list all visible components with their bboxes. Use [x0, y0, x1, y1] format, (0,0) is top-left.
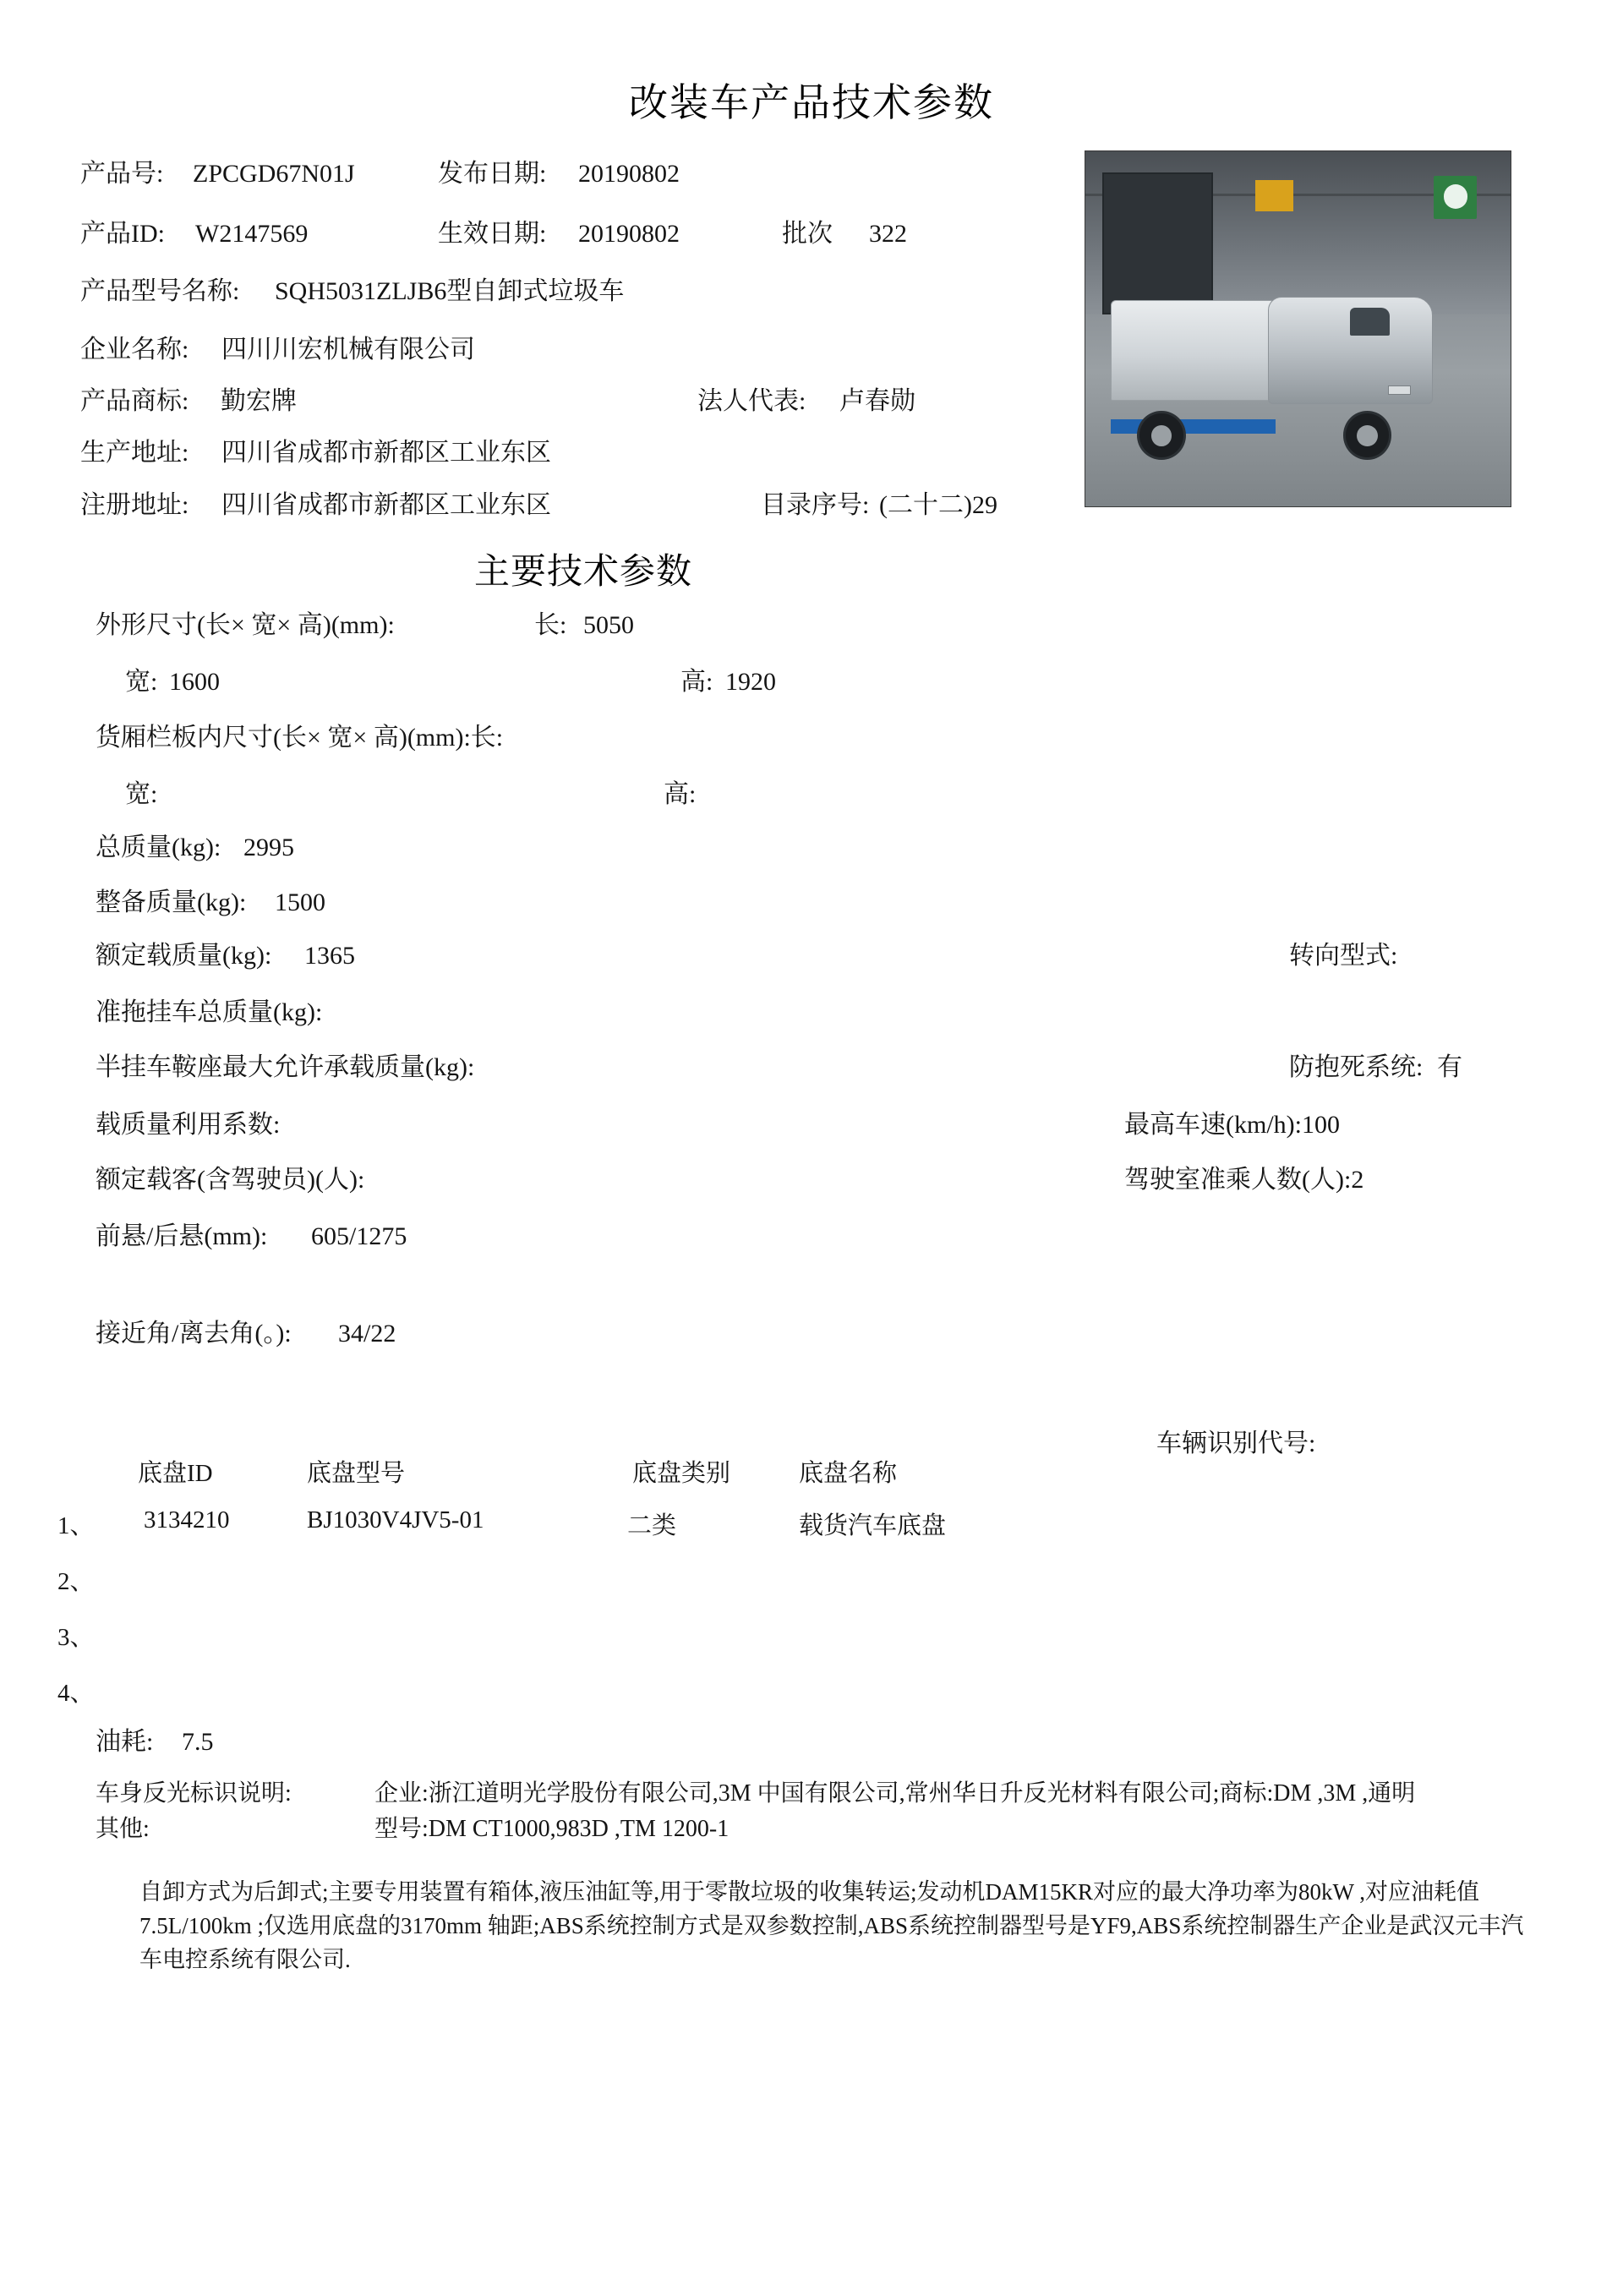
approach-departure-angle-label: 接近角/离去角(。):: [96, 1320, 292, 1348]
table-row-index-4: 4、: [57, 1680, 95, 1707]
other-notes-text: 自卸方式为后卸式;主要专用装置有箱体,液压油缸等,用于零散垃圾的收集转运;发动机DAM15KR对应的最大净功率为80kW ,对应油耗值7.5L/100km ;仅选用底盘的3170mm 轴距;ABS系统控制方式是双参数控制,ABS系统控制器型号是YF9,ABS系统控制器生产企业是武汉元丰汽车电控系统有限公司.: [139, 1879, 1524, 1972]
product-no-value: ZPCGD67N01J: [193, 160, 355, 188]
saddle-mass-label: 半挂车鞍座最大允许承载质量(kg):: [96, 1053, 475, 1081]
rated-load-label: 额定载质量(kg):: [96, 942, 272, 970]
other-label: 其他:: [96, 1816, 150, 1842]
chassis-col-header-model: 底盘型号: [307, 1460, 406, 1487]
photo-yellow-sign: [1255, 180, 1293, 212]
product-id-value: W2147569: [195, 220, 309, 248]
truck-rear-wheel: [1137, 411, 1186, 460]
table-row-model-1: BJ1030V4JV5-01: [307, 1506, 484, 1533]
vehicle-photo: [1085, 150, 1511, 507]
registered-address-label: 注册地址:: [80, 491, 189, 519]
reflective-line-1: 企业:浙江道明光学股份有限公司,3M 中国有限公司,常州华日升反光材料有限公司;商标:DM ,3M ,通明: [374, 1780, 1416, 1807]
table-row-name-1: 载货汽车底盘: [799, 1512, 947, 1539]
section-title: 主要技术参数: [473, 553, 692, 592]
steering-type-label: 转向型式:: [1289, 942, 1398, 970]
company-label: 企业名称:: [80, 336, 189, 364]
truck-windshield: [1350, 308, 1389, 336]
table-row-index-1: 1、: [57, 1512, 95, 1539]
height-value: 1920: [725, 668, 776, 696]
catalog-no-label: 目录序号:: [761, 491, 870, 519]
cargo-dimension-label: 货厢栏板内尺寸(长× 宽× 高)(mm):长:: [96, 724, 504, 752]
cargo-height-label: 高:: [664, 780, 697, 808]
load-factor-label: 载质量利用系数:: [96, 1111, 281, 1139]
chassis-col-header-name: 底盘名称: [799, 1460, 898, 1487]
overall-dimension-label: 外形尺寸(长× 宽× 高)(mm):: [96, 611, 395, 639]
chassis-col-header-id: 底盘ID: [138, 1460, 213, 1487]
page-title: 改装车产品技术参数: [629, 81, 994, 124]
table-row-index-2: 2、: [57, 1568, 95, 1595]
trademark-value: 勤宏牌: [221, 387, 297, 415]
model-name-value: SQH5031ZLJB6型自卸式垃圾车: [275, 277, 625, 305]
length-label: 长:: [534, 611, 567, 639]
effective-date-value: 20190802: [578, 220, 680, 248]
cargo-width-label: 宽:: [125, 780, 158, 808]
truck-license-plate: [1388, 385, 1411, 395]
trademark-label: 产品商标:: [80, 387, 189, 415]
reflective-line-2: 型号:DM CT1000,983D ,TM 1200-1: [374, 1816, 730, 1842]
reflective-label: 车身反光标识说明:: [96, 1780, 292, 1807]
table-row-category-1: 二类: [627, 1512, 677, 1539]
fuel-consumption-value: 7.5: [182, 1728, 214, 1756]
batch-label: 批次: [782, 220, 833, 248]
cab-seats-label: 驾驶室准乘人数(人):2: [1124, 1166, 1364, 1194]
height-label: 高:: [680, 668, 713, 696]
truck-cab: [1268, 297, 1433, 405]
model-name-label: 产品型号名称:: [80, 277, 240, 305]
curb-mass-value: 1500: [275, 888, 325, 916]
product-id-label: 产品ID:: [80, 220, 165, 248]
table-row-index-3: 3、: [57, 1624, 95, 1651]
batch-value: 322: [869, 220, 907, 248]
abs-label: 防抱死系统:: [1289, 1053, 1424, 1081]
passenger-capacity-label: 额定载客(含驾驶员)(人):: [96, 1166, 365, 1194]
issue-date-value: 20190802: [578, 160, 680, 188]
length-value: 5050: [583, 611, 634, 639]
width-value: 1600: [169, 668, 220, 696]
rated-load-value: 1365: [304, 942, 355, 970]
photo-green-sign: [1434, 176, 1476, 218]
truck-front-wheel: [1343, 411, 1392, 460]
vin-label: 车辆识别代号:: [1156, 1430, 1316, 1457]
trailer-mass-label: 准拖挂车总质量(kg):: [96, 998, 323, 1026]
gross-mass-label: 总质量(kg):: [96, 834, 221, 861]
production-address-label: 生产地址:: [80, 439, 189, 467]
production-address-value: 四川省成都市新都区工业东区: [221, 439, 551, 467]
legal-rep-label: 法人代表:: [697, 387, 806, 415]
legal-rep-value: 卢春勋: [839, 387, 915, 415]
company-value: 四川川宏机械有限公司: [221, 336, 475, 364]
catalog-no-value: (二十二)29: [879, 491, 997, 519]
effective-date-label: 生效日期:: [438, 220, 547, 248]
overhang-label: 前悬/后悬(mm):: [96, 1222, 268, 1250]
table-row-id-1: 3134210: [144, 1506, 230, 1533]
issue-date-label: 发布日期:: [438, 160, 547, 188]
width-label: 宽:: [125, 668, 158, 696]
curb-mass-label: 整备质量(kg):: [96, 888, 247, 916]
product-no-label: 产品号:: [80, 160, 164, 188]
truck-cargo-box: [1111, 300, 1276, 402]
overhang-value: 605/1275: [311, 1222, 407, 1250]
max-speed-label: 最高车速(km/h):100: [1124, 1111, 1340, 1139]
fuel-consumption-label: 油耗:: [96, 1728, 154, 1756]
registered-address-value: 四川省成都市新都区工业东区: [221, 491, 551, 519]
chassis-col-header-category: 底盘类别: [632, 1460, 731, 1487]
approach-departure-angle-value: 34/22: [338, 1320, 396, 1348]
gross-mass-value: 2995: [243, 834, 294, 861]
truck-illustration: [1111, 293, 1485, 456]
abs-value: 有: [1437, 1053, 1462, 1081]
truck-blue-stripe: [1111, 419, 1276, 434]
